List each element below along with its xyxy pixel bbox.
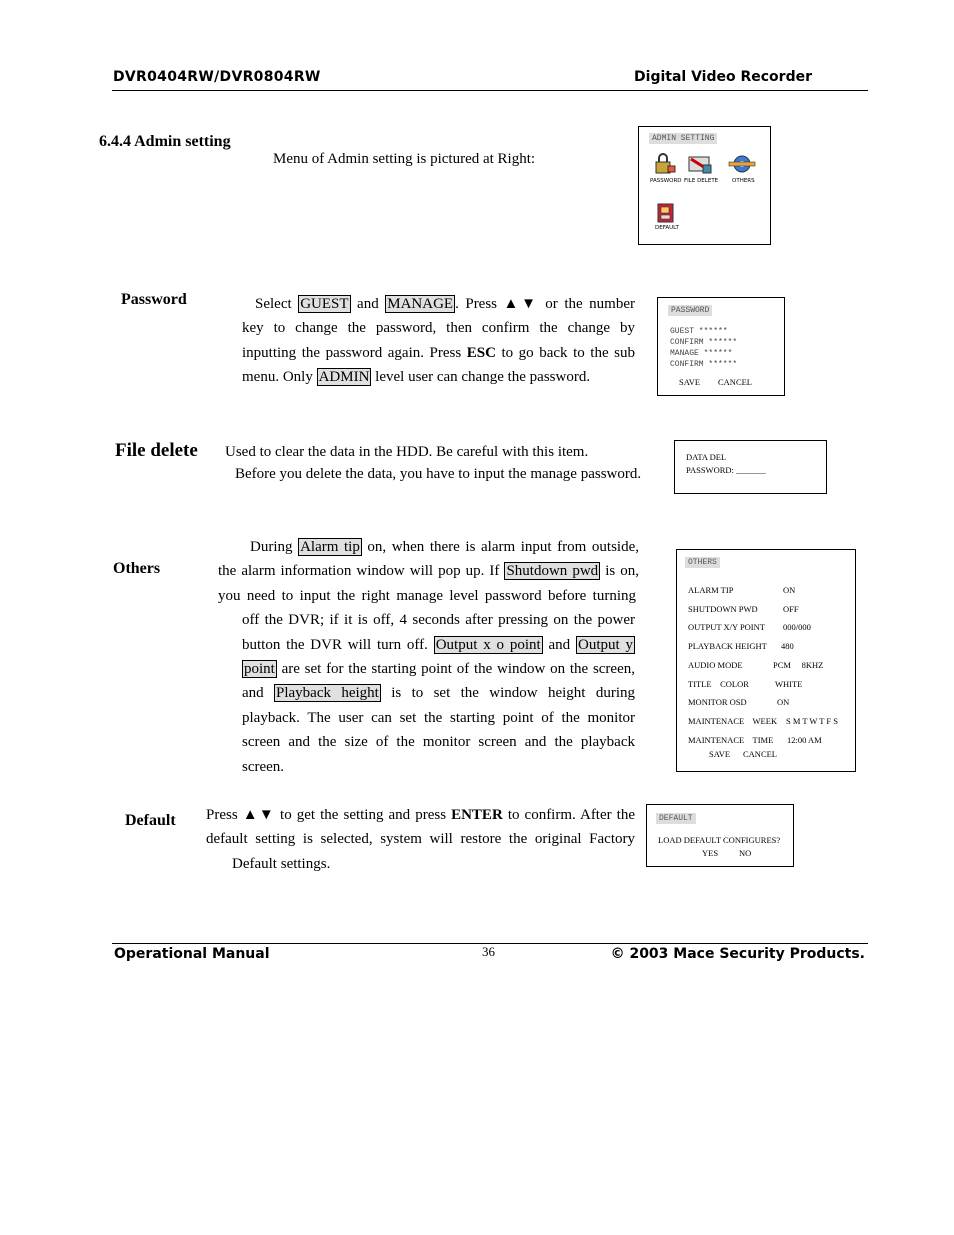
others-setting-label: SHUTDOWN PWD bbox=[688, 603, 758, 614]
default-icon bbox=[655, 202, 677, 224]
file-delete-line-2: Before you delete the data, you have to input the manage password. bbox=[235, 466, 642, 482]
others-screen-title: OTHERS bbox=[685, 557, 720, 568]
password-icon bbox=[654, 153, 676, 175]
others-setting-value: ON bbox=[777, 697, 790, 708]
text: menu. Only bbox=[242, 369, 317, 386]
password-line-2: key to change the password, then confirm the change by bbox=[242, 320, 635, 337]
file-delete-icon bbox=[687, 153, 713, 175]
shutdown-pwd-keyword: Shutdown pwd bbox=[506, 563, 599, 580]
admin-menu-item-file-delete: FILE DELETE bbox=[684, 178, 719, 184]
enter-key: ENTER bbox=[451, 807, 503, 823]
others-setting-value: 12:00 AM bbox=[787, 734, 822, 745]
text: During bbox=[250, 539, 299, 555]
others-setting-label: MAINTENACE TIME bbox=[688, 734, 774, 745]
default-screen-title: DEFAULT bbox=[656, 813, 696, 824]
others-screen bbox=[676, 549, 856, 772]
admin-intro: Menu of Admin setting is pictured at Right: bbox=[273, 151, 536, 167]
password-field-confirm: CONFIRM ****** bbox=[670, 338, 738, 347]
others-setting-label: OUTPUT X/Y POINT bbox=[688, 622, 765, 633]
others-line-5 bbox=[242, 633, 635, 657]
others-line-1 bbox=[218, 535, 639, 559]
admin-menu-item-default: DEFAULT bbox=[655, 225, 679, 231]
others-line-3: you need to input the right manage level password before turning bbox=[218, 587, 636, 604]
password-line-4 bbox=[242, 365, 635, 389]
password-line-1 bbox=[242, 292, 635, 316]
file-delete-screen bbox=[674, 440, 827, 494]
point-keyword: point bbox=[244, 661, 275, 678]
default-screen bbox=[646, 804, 794, 867]
text: and bbox=[350, 296, 386, 312]
password-prompt: PASSWORD: _______ bbox=[686, 465, 766, 475]
others-line-7 bbox=[242, 681, 635, 705]
text: . Press ▲▼ or the number bbox=[455, 296, 635, 312]
output-x-keyword: Output x o point bbox=[435, 636, 541, 653]
no-option: NO bbox=[739, 848, 752, 858]
text: button the DVR will turn off. bbox=[242, 636, 434, 653]
playback-height-keyword: Playback height bbox=[276, 685, 379, 702]
text: is to set the window height during bbox=[380, 685, 635, 702]
section-label-file-delete: File delete bbox=[115, 440, 198, 461]
esc-key: ESC bbox=[466, 344, 496, 361]
others-setting-value: PCM 8KHZ bbox=[773, 659, 824, 670]
header-rule bbox=[112, 90, 868, 91]
others-paragraph bbox=[218, 535, 639, 779]
file-delete-line-1: Used to clear the data in the HDD. Be careful with this item. bbox=[225, 444, 589, 460]
section-heading-admin: 6.4.4 Admin setting bbox=[99, 133, 231, 150]
password-screen-title: PASSWORD bbox=[668, 305, 712, 316]
text: Select bbox=[255, 296, 299, 312]
text: level user can change the password. bbox=[371, 369, 591, 386]
others-setting-label: AUDIO MODE bbox=[688, 659, 743, 670]
header-model: DVR0404RW/DVR0804RW bbox=[113, 69, 321, 85]
text: and bbox=[242, 685, 275, 702]
others-setting-label: MAINTENACE WEEK bbox=[688, 715, 778, 726]
admin-keyword: ADMIN bbox=[318, 369, 370, 386]
others-line-2 bbox=[218, 559, 639, 583]
default-line-1 bbox=[206, 803, 635, 827]
default-line-2: default setting is selected, system will restore the original Factory bbox=[206, 831, 635, 848]
section-label-password: Password bbox=[121, 291, 187, 308]
password-field-guest: GUEST ****** bbox=[670, 327, 728, 336]
password-field-confirm-2: CONFIRM ****** bbox=[670, 360, 738, 369]
others-setting-value: 480 bbox=[781, 641, 794, 652]
others-setting-value: ON bbox=[783, 585, 796, 595]
others-setting-label: ALARM TIP bbox=[688, 585, 734, 595]
output-y-keyword: Output y bbox=[578, 636, 633, 653]
admin-menu-item-others: OTHERS bbox=[732, 178, 755, 184]
load-default-question: LOAD DEFAULT CONFIGURES? bbox=[658, 835, 781, 845]
others-setting-value: WHITE bbox=[775, 678, 803, 689]
default-line-3: Default settings. bbox=[232, 855, 331, 872]
password-field-manage: MANAGE ****** bbox=[670, 349, 733, 358]
alarm-tip-keyword: Alarm tip bbox=[300, 539, 360, 555]
default-paragraph bbox=[206, 803, 635, 876]
page-number: 36 bbox=[482, 944, 495, 959]
others-setting-value: OFF bbox=[783, 603, 799, 614]
others-line-10: screen. bbox=[242, 758, 285, 775]
admin-menu-item-password: PASSWORD bbox=[650, 178, 682, 184]
others-setting-label: MONITOR OSD bbox=[688, 697, 747, 708]
section-label-others: Others bbox=[113, 560, 161, 577]
others-line-9: screen and the size of the monitor screen and the playback bbox=[242, 734, 635, 751]
text: Press ▲▼ to get the setting and press bbox=[206, 807, 452, 823]
header-product: Digital Video Recorder bbox=[634, 69, 812, 85]
password-line-3 bbox=[242, 341, 635, 365]
text: the alarm information window will pop up. If bbox=[218, 563, 505, 580]
guest-keyword: GUEST bbox=[300, 296, 349, 312]
footer-copyright: © 2003 Mace Security Products. bbox=[610, 946, 865, 962]
save-button: SAVE bbox=[709, 749, 731, 759]
password-screen bbox=[657, 297, 785, 396]
section-label-default: Default bbox=[125, 812, 176, 829]
others-line-6 bbox=[242, 657, 635, 681]
text: is on, bbox=[600, 563, 639, 580]
others-setting-value: 000/000 bbox=[783, 622, 811, 633]
text: are set for the starting point of the window on the screen, bbox=[276, 661, 635, 678]
password-paragraph bbox=[242, 292, 635, 390]
others-line-4: off the DVR; if it is off, 4 seconds after pressing on the power bbox=[242, 612, 635, 629]
others-line-8: playback. The user can set the starting point of the monitor bbox=[242, 709, 635, 726]
data-del-label: DATA DEL bbox=[686, 452, 727, 462]
text: and bbox=[542, 636, 576, 653]
text: to confirm. After the bbox=[502, 807, 635, 823]
admin-menu-title: ADMIN SETTING bbox=[649, 133, 717, 144]
footer-manual: Operational Manual bbox=[114, 946, 270, 962]
others-setting-label: PLAYBACK HEIGHT bbox=[688, 641, 767, 652]
manage-keyword: MANAGE bbox=[387, 296, 454, 312]
text: on, when there is alarm input from outside, bbox=[361, 539, 639, 555]
admin-menu-screen bbox=[638, 126, 771, 245]
text: inputting the password again. Press bbox=[242, 344, 467, 361]
cancel-button: CANCEL bbox=[743, 749, 777, 759]
text: to go back to the sub bbox=[495, 344, 635, 361]
others-setting-value: S M T W T F S bbox=[786, 715, 838, 726]
yes-option: YES bbox=[702, 848, 719, 858]
cancel-button: CANCEL bbox=[718, 377, 752, 387]
save-button: SAVE bbox=[679, 377, 701, 387]
others-setting-label: TITLE COLOR bbox=[688, 678, 749, 689]
others-icon bbox=[727, 153, 757, 175]
